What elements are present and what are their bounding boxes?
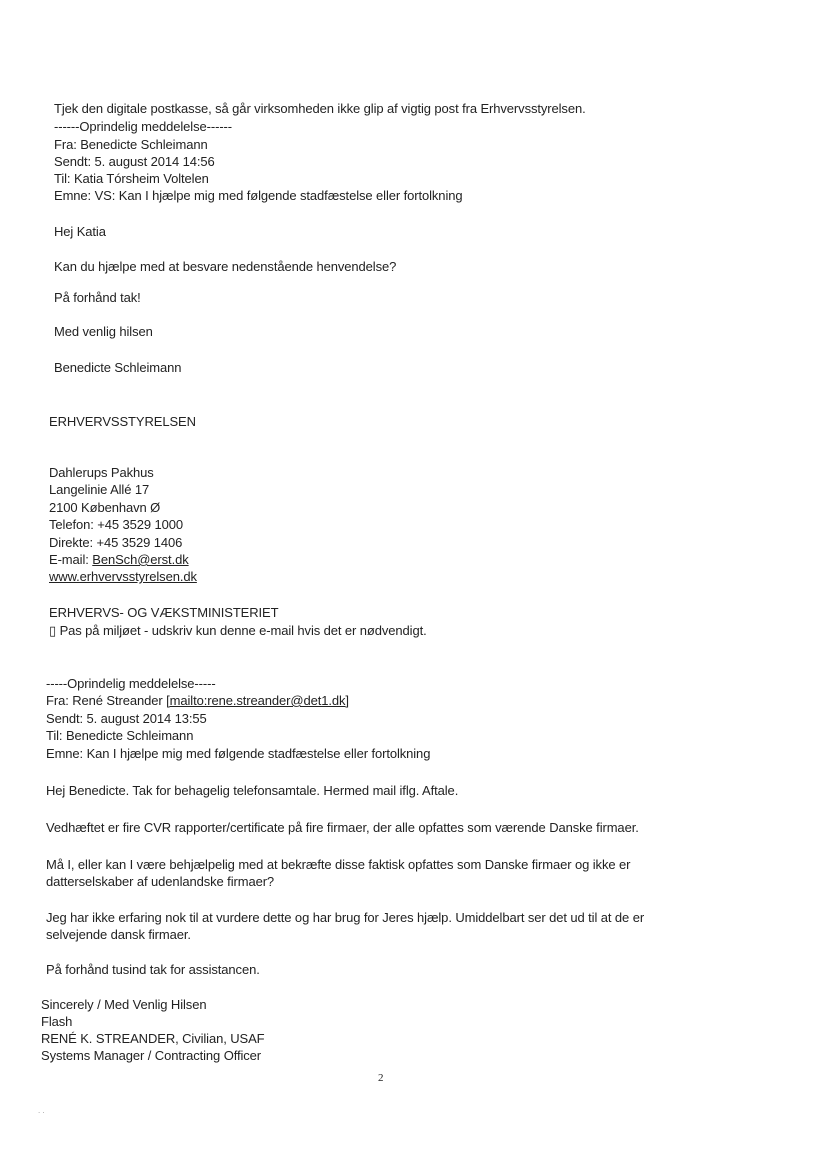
paragraph-3-line-1: Må I, eller kan I være behjælpelig med at bekræfte disse faktisk opfattes som Danske firmaer og ikke er — [46, 857, 631, 872]
paragraph-2: Vedhæftet er fire CVR rapporter/certificate på fire firmaer, der alle opfattes som værende Danske firmaer. — [46, 820, 639, 835]
signature-line-1: Sincerely / Med Venlig Hilsen — [41, 997, 207, 1012]
greeting: Hej Katia — [54, 224, 106, 239]
org-name: ERHVERVSSTYRELSEN — [49, 414, 196, 429]
sent-line-2: Sendt: 5. august 2014 13:55 — [46, 711, 207, 726]
to-line: Til: Katia Tórsheim Voltelen — [54, 171, 209, 186]
to-line-2: Til: Benedicte Schleimann — [46, 728, 194, 743]
from-line: Fra: Benedicte Schleimann — [54, 137, 208, 152]
scan-mark: . . — [38, 1106, 45, 1115]
phone-line: Telefon: +45 3529 1000 — [49, 517, 184, 532]
signature-line-3: RENÉ K. STREANDER, Civilian, USAF — [41, 1031, 265, 1046]
page-number: 2 — [378, 1072, 384, 1084]
email-line — [49, 552, 189, 568]
direct-phone-line: Direkte: +45 3529 1406 — [49, 535, 183, 550]
signature-line-4: Systems Manager / Contracting Officer — [41, 1048, 262, 1063]
digital-post-notice: Tjek den digitale postkasse, så går virksomheden ikke glip af vigtig post fra Erhvervsstyrelsen. — [54, 101, 586, 116]
subject-line: Emne: VS: Kan I hjælpe mig med følgende stadfæstelse eller fortolkning — [54, 188, 463, 203]
address-line-3: 2100 København Ø — [49, 500, 161, 515]
paragraph-1: Hej Benedicte. Tak for behagelig telefonsamtale. Hermed mail iflg. Aftale. — [46, 783, 459, 798]
sent-line: Sendt: 5. august 2014 14:56 — [54, 154, 215, 169]
website-link[interactable]: www.erhvervsstyrelsen.dk — [49, 569, 197, 584]
sender-name: Benedicte Schleimann — [54, 360, 182, 375]
subject-line-2: Emne: Kan I hjælpe mig med følgende stadfæstelse eller fortolkning — [46, 746, 431, 761]
address-line-1: Dahlerups Pakhus — [49, 465, 154, 480]
from-line-2 — [46, 693, 349, 709]
thanks-text: På forhånd tak! — [54, 290, 141, 305]
mailto-link[interactable]: [mailto:rene.streander@det1.dk] — [166, 693, 349, 708]
paragraph-5: På forhånd tusind tak for assistancen. — [46, 962, 260, 977]
original-message-header: ------Oprindelig meddelelse------ — [54, 119, 233, 134]
ministry-name: ERHVERVS- OG VÆKSTMINISTERIET — [49, 605, 279, 620]
address-line-2: Langelinie Allé 17 — [49, 482, 150, 497]
environment-notice: ▯ Pas på miljøet - udskriv kun denne e-mail hvis det er nødvendigt. — [49, 623, 427, 638]
signature-line-2: Flash — [41, 1014, 73, 1029]
original-message-header-2: -----Oprindelig meddelelse----- — [46, 676, 216, 691]
email-link[interactable]: BenSch@erst.dk — [92, 552, 189, 567]
email-label: E-mail: — [49, 552, 93, 567]
paragraph-4-line-1: Jeg har ikke erfaring nok til at vurdere dette og har brug for Jeres hjælp. Umiddelbart ser det ud til at de er — [46, 910, 645, 925]
request-text: Kan du hjælpe med at besvare nedenstående henvendelse? — [54, 259, 397, 274]
paragraph-4-line-2: selvejende dansk firmaer. — [46, 927, 191, 942]
closing-text: Med venlig hilsen — [54, 324, 153, 339]
from-label: Fra: René Streander — [46, 693, 167, 708]
paragraph-3-line-2: datterselskaber af udenlandske firmaer? — [46, 874, 275, 889]
